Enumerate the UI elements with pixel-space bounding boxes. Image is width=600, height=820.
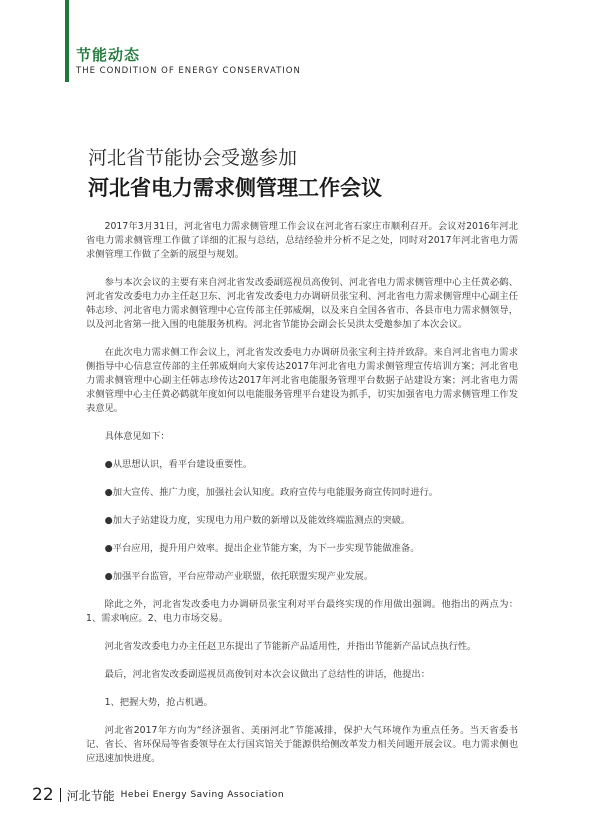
paragraph: 1、把握大势，抢占机遇。 xyxy=(104,697,213,708)
bullet-item: ●加大子站建设力度，实现电力用户数的新增以及能效终端监测点的突破。 xyxy=(104,515,411,526)
section-subtitle: THE CONDITION OF ENERGY CONSERVATION xyxy=(76,66,301,76)
paragraph: 具体意见如下： xyxy=(104,431,170,442)
paragraph: 河北省2017年方向为“经济强省、美丽河北”节能减排，保护大气环境作为重点任务。当天省委书记、省长、省环保局等省委领导在太行国宾馆关于能源供给侧改革发力相关问题开展会议。电力需求侧也应迅速加快进度。 xyxy=(86,725,518,764)
article-body xyxy=(86,220,518,780)
bullet-item: ●从思想认识，看平台建设重要性。 xyxy=(104,459,253,470)
publication-name-en: Hebei Energy Saving Association xyxy=(120,790,285,800)
page-footer xyxy=(32,784,284,806)
paragraph: 除此之外，河北省发改委电力办调研员张宝利对平台最终实现的作用做出强调。他指出的两点为：1、需求响应。2、电力市场交易。 xyxy=(86,599,518,624)
bullet-item: ●加强平台监管，平台应带动产业联盟，依托联盟实现产业发展。 xyxy=(104,571,374,582)
page-number: 22 xyxy=(32,785,54,805)
paragraph: 河北省发改委电力办主任赵卫东提出了节能新产品适用性，并指出节能新产品试点执行性。 xyxy=(104,641,477,652)
article-title-line2: 河北省电力需求侧管理工作会议 xyxy=(88,176,382,200)
footer-divider xyxy=(60,788,61,802)
paragraph: 2017年3月31日，河北省电力需求侧管理工作会议在河北省石家庄市顺利召开。会议对2016年河北省电力需求侧管理工作做了详细的汇报与总结，总结经验并分析不足之处，同时对2017年河北省电力需求侧管理工作做了全新的展望与规划。 xyxy=(86,221,518,260)
bullet-item: ●加大宣传、推广力度，加强社会认知度。政府宣传与电能服务商宣传同时进行。 xyxy=(104,487,439,498)
paragraph: 最后，河北省发改委副巡视员高俊钊对本次会议做出了总结性的讲话，他提出： xyxy=(104,669,430,680)
article-title-line1: 河北省节能协会受邀参加 xyxy=(88,147,298,169)
accent-bar xyxy=(65,0,69,82)
paragraph: 在此次电力需求侧工作会议上，河北省发改委电力办调研员张宝利主持并致辞。来自河北省电力需求侧指导中心信息宣传部的主任郭威炯向大家传达2017年河北省电力需求侧管理宣传培训方案；河北省电力需求侧管理中心副主任韩志珍传达2017年河北省电能服务管理平台数据子站建设方案；河北省电力需求侧管理中心主任黄必鹤就年度如何以电能服务管理平台建设为抓手，切实加强省电力需求侧管理工作发表意见。 xyxy=(86,347,518,414)
paragraph: 参与本次会议的主要有来自河北省发改委副巡视员高俊钊、河北省电力需求侧管理中心主任黄必鹤、河北省发改委电力办主任赵卫东、河北省发改委电力办调研员张宝利、河北省电力需求侧管理中心副主任韩志珍、河北省电力需求侧管理中心宣传部主任郭威炯，以及来自全国各省市、各县市电力需求侧领导，以及河北省第一批入围的电能服务机构。河北省节能协会副会长吴洪太受邀参加了本次会议。 xyxy=(86,277,518,330)
bullet-item: ●平台应用，提升用户效率。提出企业节能方案，为下一步实现节能做准备。 xyxy=(104,543,420,554)
section-title: 节能动态 xyxy=(76,46,141,64)
publication-name: 河北节能 xyxy=(66,788,115,803)
